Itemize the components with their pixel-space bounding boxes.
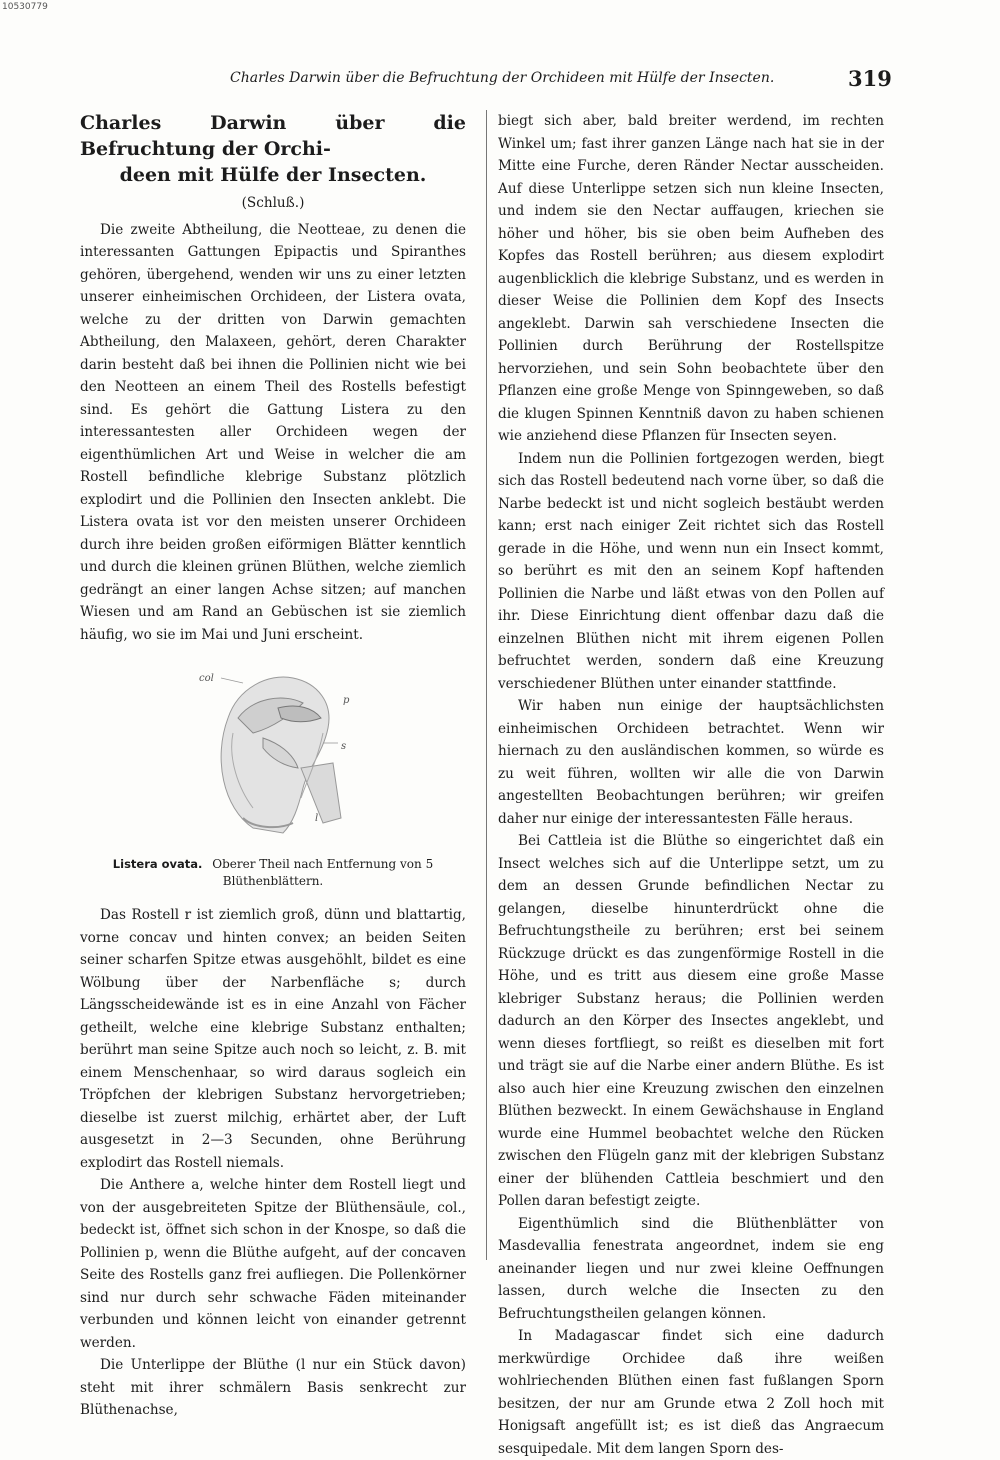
paragraph: Bei Cattleia ist die Blüthe so eingerichtet daß ein Insect welches sich auf die Unterlippe setzt, um zu dem an dessen Grunde befindlichen Nectar zu gelangen, dieselbe hinunterdrückt ohne die Befruchtungstheile zu berühren; erst bei seinem Rückzuge drückt es das zungenförmige Rostell in die Höhe, und es tritt aus diesem eine große Masse klebriger Substanz heraus; die Pollinien werden dadurch an den Körper des Insectes angeklebt, und wenn dieses fortfliegt, so reißt es dieselben mit fort und trägt sie auf die Narbe einer andern Blüthe. Es ist also auch hier eine Kreuzung zwischen den einzelnen Blüthen bezweckt. In einem Gewächshause in England wurde eine Hummel beobachtet welche den Rücken zwischen den Flügeln ganz mit der klebrigen Substanz einer der blühenden Cattleia beschmiert und den Pollen daran befestigt zeigte.	[498, 833, 884, 1209]
page-number: 319	[848, 66, 892, 91]
paragraph: Die Unterlippe der Blüthe (l nur ein Stück davon) steht mit ihrer schmälern Basis senkrecht zur Blüthenachse,	[80, 1357, 466, 1418]
figure-label-s: s	[341, 741, 347, 752]
orchid-illustration	[183, 658, 363, 848]
figure-label-l: l	[315, 813, 319, 824]
paragraph: Indem nun die Pollinien fortgezogen werden, biegt sich das Rostell bedeutend nach vorne über, so daß die Narbe bedeckt ist und nicht sogleich bestäubt werden kann; erst nach einiger Zeit richtet sich das Rostell gerade in die Höhe, und wenn nun ein Insect kommt, so berührt es mit den an seinem Kopf haftenden Pollinien die Narbe und läßt etwas von den Pollen auf ihr. Diese Einrichtung dient offenbar dazu daß die einzelnen Blüthen nicht mit ihrem eigenen Pollen befruchtet werden, sondern daß eine Kreuzung verschiedener Blüthen unter einander stattfinde.	[498, 450, 884, 692]
page-id: 10530779	[2, 2, 48, 12]
article-title-line1: Charles Darwin über die Befruchtung der Orchi-	[80, 112, 466, 160]
paragraph: biegt sich aber, bald breiter werdend, im rechten Winkel um; fast ihrer ganzen Länge nach hat sie in der Mitte eine Furche, deren Ränder Nectar ausscheiden. Auf diese Unterlippe setzen sich nun kleine Insecten, und indem sie den Nectar auffaugen, kriechen sie höher und höher, bis sie oben beim Aufheben des Kopfes das Rostell berühren; aus diesem explodirt augenblicklich die klebrige Substanz, und es werden in dieser Weise die Pollinien dem Kopf des Insects angeklebt. Darwin sah verschiedene Insecten die Pollinien durch Berührung der Rostellspitze hervorziehen, und sein Sohn beobachtete über den Pflanzen eine große Menge von Spinngeweben, so daß die klugen Spinnen Kenntniß davon zu haben schienen wie anziehend diese Pflanzen für Insecten seyen.	[498, 113, 884, 444]
figure-caption	[80, 856, 466, 890]
article-title	[80, 110, 466, 188]
column-divider	[486, 110, 487, 1260]
right-column	[498, 110, 884, 1460]
conclusion-note: (Schluß.)	[241, 195, 305, 211]
paragraph: Das Rostell r ist ziemlich groß, dünn und blattartig, vorne concav und hinten convex; an beiden Seiten seiner scharfen Spitze etwas ausgehöhlt, bildet es eine Wölbung über der Narbenfläche s; durch Längsscheidewände ist es in eine Anzahl von Fächer getheilt, welche eine klebrige Substanz enthalten; berührt man seine Spitze auch noch so leicht, z. B. mit einem Menschenhaar, so wird daraus sogleich ein Tröpfchen der klebrigen Substanz hervorgetrieben; dieselbe ist zuerst milchig, erhärtet aber, der Luft ausgesetzt in 2—3 Secunden, ohne Berührung explodirt das Rostell niemals.	[80, 907, 466, 1171]
paragraph: Eigenthümlich sind die Blüthenblätter von Masdevallia fenestrata angeordnet, indem sie eng aneinander liegen und nur zwei kleine Oeffnungen lassen, durch welche die Insecten zu den Befruchtungstheilen gelangen können.	[498, 1215, 884, 1322]
paragraph: Die zweite Abtheilung, die Neotteae, zu denen die interessanten Gattungen Epipactis und Spiranthes gehören, übergehend, wenden wir uns zu einer letzten unserer einheimischen Orchideen, der Listera ovata, welche zu der dritten von Darwin gemachten Abtheilung, den Malaxeen, gehört, deren Charakter darin besteht daß bei ihnen die Pollinien nicht wie bei den Neotteen an einem Theil des Rostells befestigt sind. Es gehört die Gattung Listera zu den interessantesten aller Orchideen wegen der eigenthümlichen Art und Weise in welcher die am Rostell befindliche klebrige Substanz plötzlich explodirt und die Pollinien den Insecten anklebt. Die Listera ovata ist vor den meisten unserer Orchideen durch ihre beiden großen eiförmigen Blätter kenntlich und durch die kleinen grünen Blüthen, welche ziemlich gedrängt an einer langen Achse sitzen; auf manchen Wiesen und am Rand an Gebüschen ist sie ziemlich häufig, wo sie im Mai und Juni erscheint.	[80, 221, 466, 643]
figure-label-p: p	[343, 695, 350, 706]
paragraph: Die Anthere a, welche hinter dem Rostell liegt und von der ausgebreiteten Spitze der Blüthensäule, col., bedeckt ist, öffnet sich schon in der Knospe, so daß die Pollinien p, wenn die Blüthe aufgeht, auf der concaven Seite des Rostells ganz frei aufliegen. Die Pollenkörner sind nur durch sehr schwache Fäden miteinander verbunden und können leicht von einander getrennt werden.	[80, 1177, 466, 1351]
running-header: Charles Darwin über die Befruchtung der Orchideen mit Hülfe der Insecten.	[230, 70, 775, 86]
paragraph: In Madagascar findet sich eine dadurch merkwürdige Orchidee daß ihre weißen wohlriechenden Blüthen einen fast fußlangen Sporn besitzen, der nur am Grunde etwa 2 Zoll hoch mit Honigsaft angefüllt ist; es ist dieß das Angraecum sesquipedale. Mit dem langen Sporn des-	[498, 1328, 884, 1457]
left-column	[80, 110, 466, 1422]
caption-species: Listera ovata.	[112, 857, 203, 871]
article-title-line2: deen mit Hülfe der Insecten.	[119, 164, 427, 186]
figure-label-col: col	[199, 673, 214, 684]
paragraph: Wir haben nun einige der hauptsächlichsten einheimischen Orchideen betrachtet. Wenn wir hiernach zu den ausländischen kommen, so würde es zu weit führen, wollten wir alle die von Darwin angestellten Beobachtungen berühren; wir greifen daher nur einige der interessantesten Fälle heraus.	[498, 698, 884, 827]
caption-text: Oberer Theil nach Entfernung von 5 Blüthenblättern.	[212, 857, 434, 888]
